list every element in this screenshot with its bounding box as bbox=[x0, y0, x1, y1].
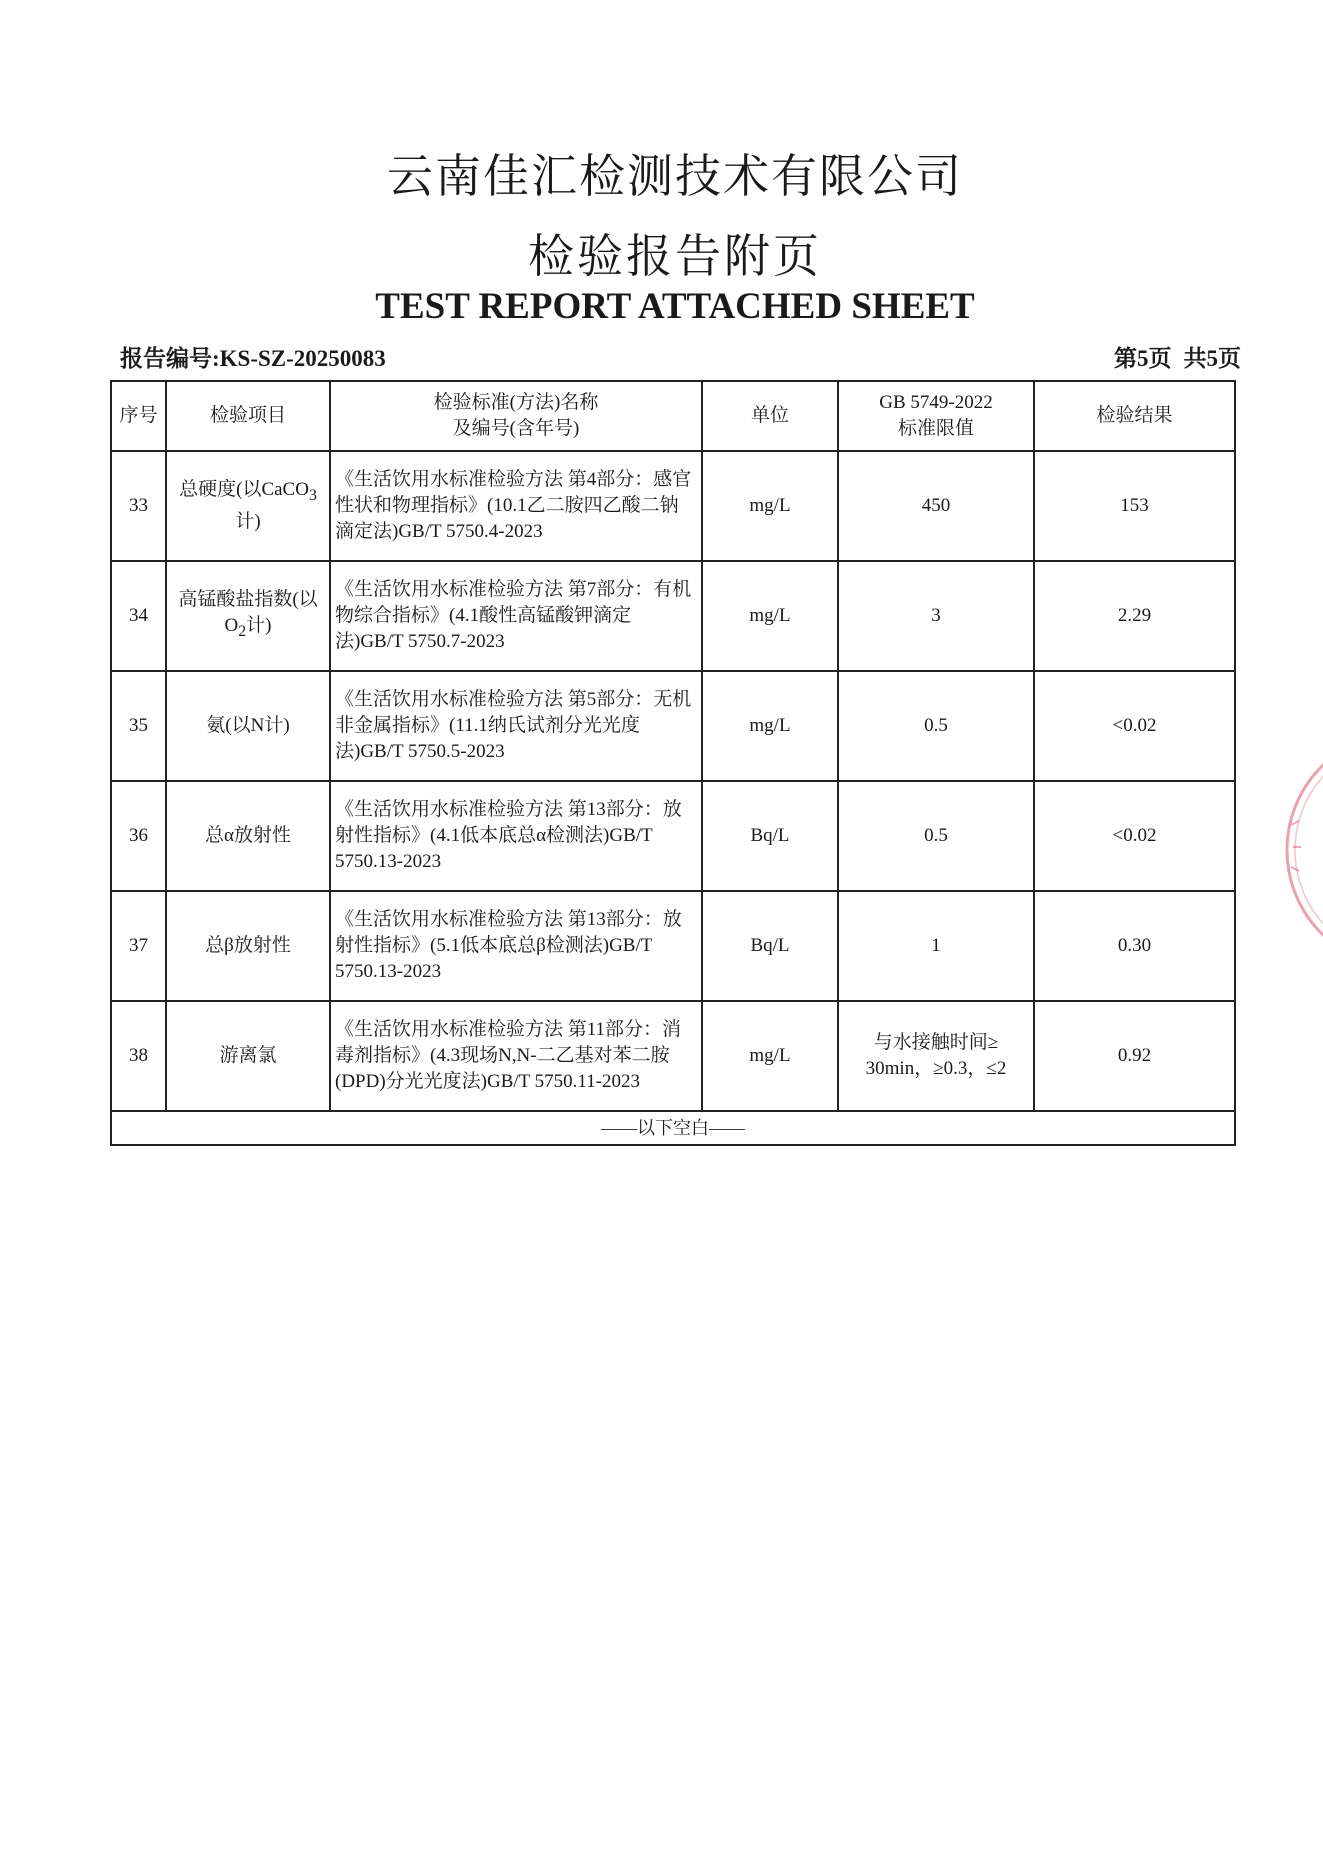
cell-unit: mg/L bbox=[702, 671, 838, 781]
cell-standard: 《生活饮用水标准检验方法 第11部分：消毒剂指标》(4.3现场N,N-二乙基对苯二胺(DPD)分光光度法)GB/T 5750.11-2023 bbox=[330, 1001, 702, 1111]
cell-limit: 450 bbox=[838, 451, 1034, 561]
cell-standard: 《生活饮用水标准检验方法 第13部分：放射性指标》(5.1低本底总β检测法)GB/T 5750.13-2023 bbox=[330, 891, 702, 1001]
cell-seq: 34 bbox=[111, 561, 166, 671]
cell-item: 总β放射性 bbox=[166, 891, 330, 1001]
col-header-limit-line2: 标准限值 bbox=[897, 418, 974, 439]
cell-seq: 33 bbox=[111, 451, 166, 561]
seal-stamp-icon bbox=[1255, 755, 1323, 945]
item-subscript: 2 bbox=[238, 622, 247, 640]
col-header-standard bbox=[330, 381, 702, 451]
col-header-limit-line1: GB 5749-2022 bbox=[879, 392, 993, 413]
cell-unit: Bq/L bbox=[702, 781, 838, 891]
cell-item: 总α放射性 bbox=[166, 781, 330, 891]
page-indicator bbox=[1114, 340, 1241, 373]
table-row bbox=[111, 671, 1235, 781]
report-number-label: 报告编号: bbox=[120, 346, 220, 371]
cell-seq: 38 bbox=[111, 1001, 166, 1111]
cell-seq: 36 bbox=[111, 781, 166, 891]
cell-standard: 《生活饮用水标准检验方法 第5部分：无机非金属指标》(11.1纳氏试剂分光光度法)GB/T 5750.5-2023 bbox=[330, 671, 702, 781]
item-text-suffix: 计) bbox=[235, 510, 261, 532]
item-text: 总硬度(以CaCO bbox=[179, 479, 309, 501]
cell-standard: 《生活饮用水标准检验方法 第4部分：感官性状和物理指标》(10.1乙二胺四乙酸二钠滴定法)GB/T 5750.4-2023 bbox=[330, 451, 702, 561]
col-header-seq: 序号 bbox=[111, 381, 166, 451]
table-header-row bbox=[111, 381, 1235, 451]
page-current: 第5页 bbox=[1114, 346, 1172, 371]
cell-limit-line1: 与水接触时间≥ bbox=[873, 1032, 999, 1053]
cell-result: 0.92 bbox=[1034, 1001, 1235, 1111]
table-row bbox=[111, 891, 1235, 1001]
col-header-item: 检验项目 bbox=[166, 381, 330, 451]
table-footer-row bbox=[111, 1111, 1235, 1145]
cell-limit: 1 bbox=[838, 891, 1034, 1001]
cell-limit: 0.5 bbox=[838, 781, 1034, 891]
report-number-value: KS-SZ-20250083 bbox=[219, 346, 386, 371]
table-row bbox=[111, 451, 1235, 561]
table-row bbox=[111, 781, 1235, 891]
cell-limit: 0.5 bbox=[838, 671, 1034, 781]
report-title-cn: 检验报告附页 bbox=[528, 229, 822, 283]
cell-item: 游离氯 bbox=[166, 1001, 330, 1111]
cell-limit bbox=[838, 1001, 1034, 1111]
report-number bbox=[120, 340, 386, 373]
cell-result: 0.30 bbox=[1034, 891, 1235, 1001]
cell-standard: 《生活饮用水标准检验方法 第7部分：有机物综合指标》(4.1酸性高锰酸钾滴定法)GB/T 5750.7-2023 bbox=[330, 561, 702, 671]
cell-result: 153 bbox=[1034, 451, 1235, 561]
cell-result: 2.29 bbox=[1034, 561, 1235, 671]
cell-item: 氨(以N计) bbox=[166, 671, 330, 781]
table-row bbox=[111, 561, 1235, 671]
col-header-standard-line2: 及编号(含年号) bbox=[452, 418, 580, 439]
cell-unit: mg/L bbox=[702, 1001, 838, 1111]
table-row bbox=[111, 1001, 1235, 1111]
cell-result: <0.02 bbox=[1034, 671, 1235, 781]
cell-standard: 《生活饮用水标准检验方法 第13部分：放射性指标》(4.1低本底总α检测法)GB/T 5750.13-2023 bbox=[330, 781, 702, 891]
seal-stamp-fragment bbox=[1255, 755, 1323, 945]
cell-limit-line2: 30min，≥0.3，≤2 bbox=[865, 1058, 1007, 1079]
cell-seq: 37 bbox=[111, 891, 166, 1001]
col-header-standard-line1: 检验标准(方法)名称 bbox=[433, 392, 599, 413]
col-header-unit: 单位 bbox=[702, 381, 838, 451]
company-name: 云南佳汇检测技术有限公司 bbox=[387, 149, 963, 203]
cell-item bbox=[166, 561, 330, 671]
cell-limit: 3 bbox=[838, 561, 1034, 671]
test-results-table bbox=[110, 380, 1236, 1146]
report-title-en: TEST REPORT ATTACHED SHEET bbox=[375, 286, 975, 327]
blank-below-note: ——以下空白—— bbox=[111, 1111, 1235, 1145]
cell-unit: mg/L bbox=[702, 561, 838, 671]
col-header-limit bbox=[838, 381, 1034, 451]
cell-unit: Bq/L bbox=[702, 891, 838, 1001]
page-total: 共5页 bbox=[1183, 346, 1241, 371]
col-header-result: 检验结果 bbox=[1034, 381, 1235, 451]
item-text-suffix: 计) bbox=[246, 615, 272, 637]
cell-item bbox=[166, 451, 330, 561]
item-subscript: 3 bbox=[308, 486, 317, 504]
item-text: 高锰酸盐指数(以O bbox=[178, 589, 318, 637]
cell-result: <0.02 bbox=[1034, 781, 1235, 891]
cell-seq: 35 bbox=[111, 671, 166, 781]
cell-unit: mg/L bbox=[702, 451, 838, 561]
